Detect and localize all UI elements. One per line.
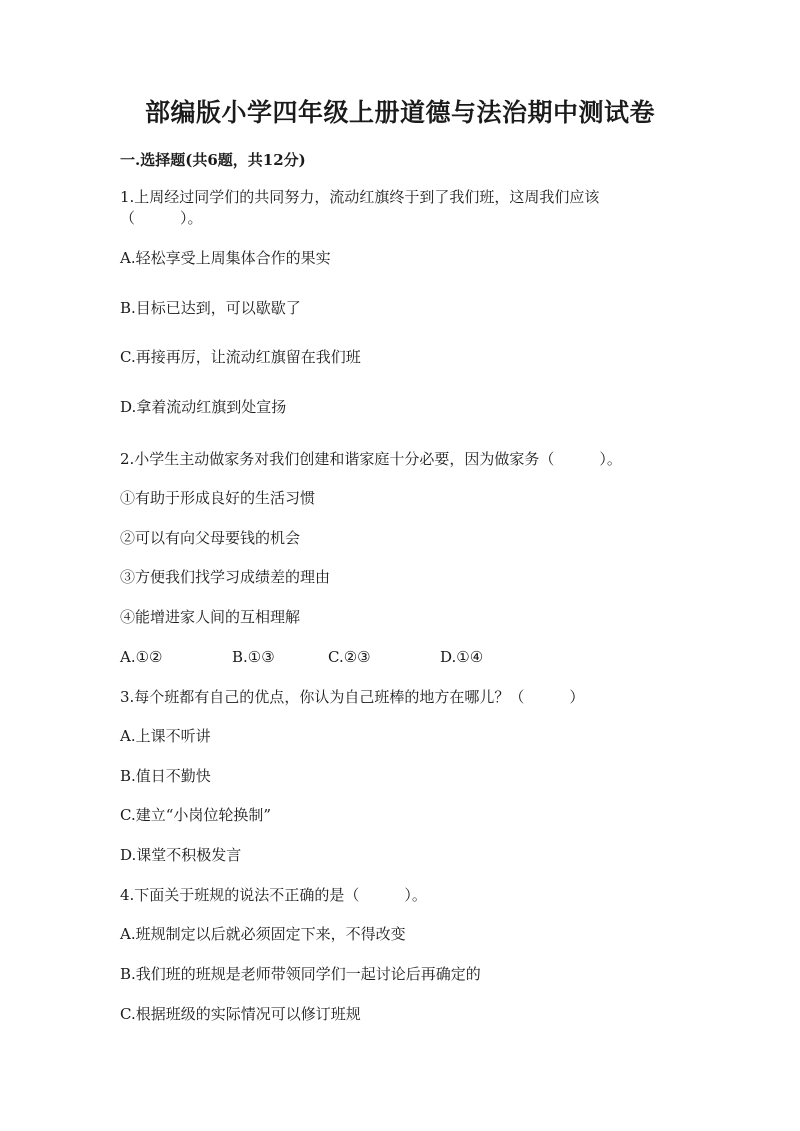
question-1-option-c: C.再接再厉，让流动红旗留在我们班 bbox=[120, 348, 361, 366]
question-3-option-c: C.建立“小岗位轮换制” bbox=[120, 806, 272, 824]
question-1-option-d: D.拿着流动红旗到处宣扬 bbox=[120, 398, 287, 416]
question-4-stem: 4.下面关于班规的说法不正确的是（ ）。 bbox=[120, 886, 427, 904]
question-1-stem-line-1: 1.上周经过同学们的共同努力，流动红旗终于到了我们班，这周我们应该 bbox=[120, 188, 600, 206]
question-1-stem-line-2: （ ）。 bbox=[120, 209, 203, 227]
question-3-stem: 3.每个班都有自己的优点，你认为自己班棒的地方在哪儿？（ ） bbox=[120, 688, 585, 706]
question-3-option-b: B.值日不勤快 bbox=[120, 767, 211, 785]
section-heading: 一.选择题(共6题，共12分) bbox=[120, 151, 306, 169]
exam-title: 部编版小学四年级上册道德与法治期中测试卷 bbox=[144, 98, 655, 127]
question-3-option-a: A.上课不听讲 bbox=[120, 727, 211, 745]
question-2-statement-2: ②可以有向父母要钱的机会 bbox=[120, 529, 301, 547]
question-2-statement-4: ④能增进家人间的互相理解 bbox=[120, 608, 301, 626]
question-2-option-d: D.①④ bbox=[440, 648, 484, 666]
question-2-stem: 2.小学生主动做家务对我们创建和谐家庭十分必要，因为做家务（ ）。 bbox=[120, 450, 622, 468]
question-2-option-a: A.①② bbox=[120, 648, 163, 666]
question-2-option-c: C.②③ bbox=[328, 648, 371, 666]
question-1-option-a: A.轻松享受上周集体合作的果实 bbox=[120, 249, 331, 267]
question-2-statement-3: ③方便我们找学习成绩差的理由 bbox=[120, 568, 331, 586]
question-4-option-c: C.根据班级的实际情况可以修订班规 bbox=[120, 1005, 361, 1023]
question-2-option-b: B.①③ bbox=[232, 648, 275, 666]
question-3-option-d: D.课堂不积极发言 bbox=[120, 846, 242, 864]
question-4-option-a: A.班规制定以后就必须固定下来，不得改变 bbox=[120, 925, 406, 943]
question-2-options-row bbox=[120, 646, 680, 668]
question-1-option-b: B.目标已达到，可以歇歇了 bbox=[120, 299, 301, 317]
question-4-option-b: B.我们班的班规是老师带领同学们一起讨论后再确定的 bbox=[120, 965, 481, 983]
question-2-statement-1: ①有助于形成良好的生活习惯 bbox=[120, 489, 316, 507]
